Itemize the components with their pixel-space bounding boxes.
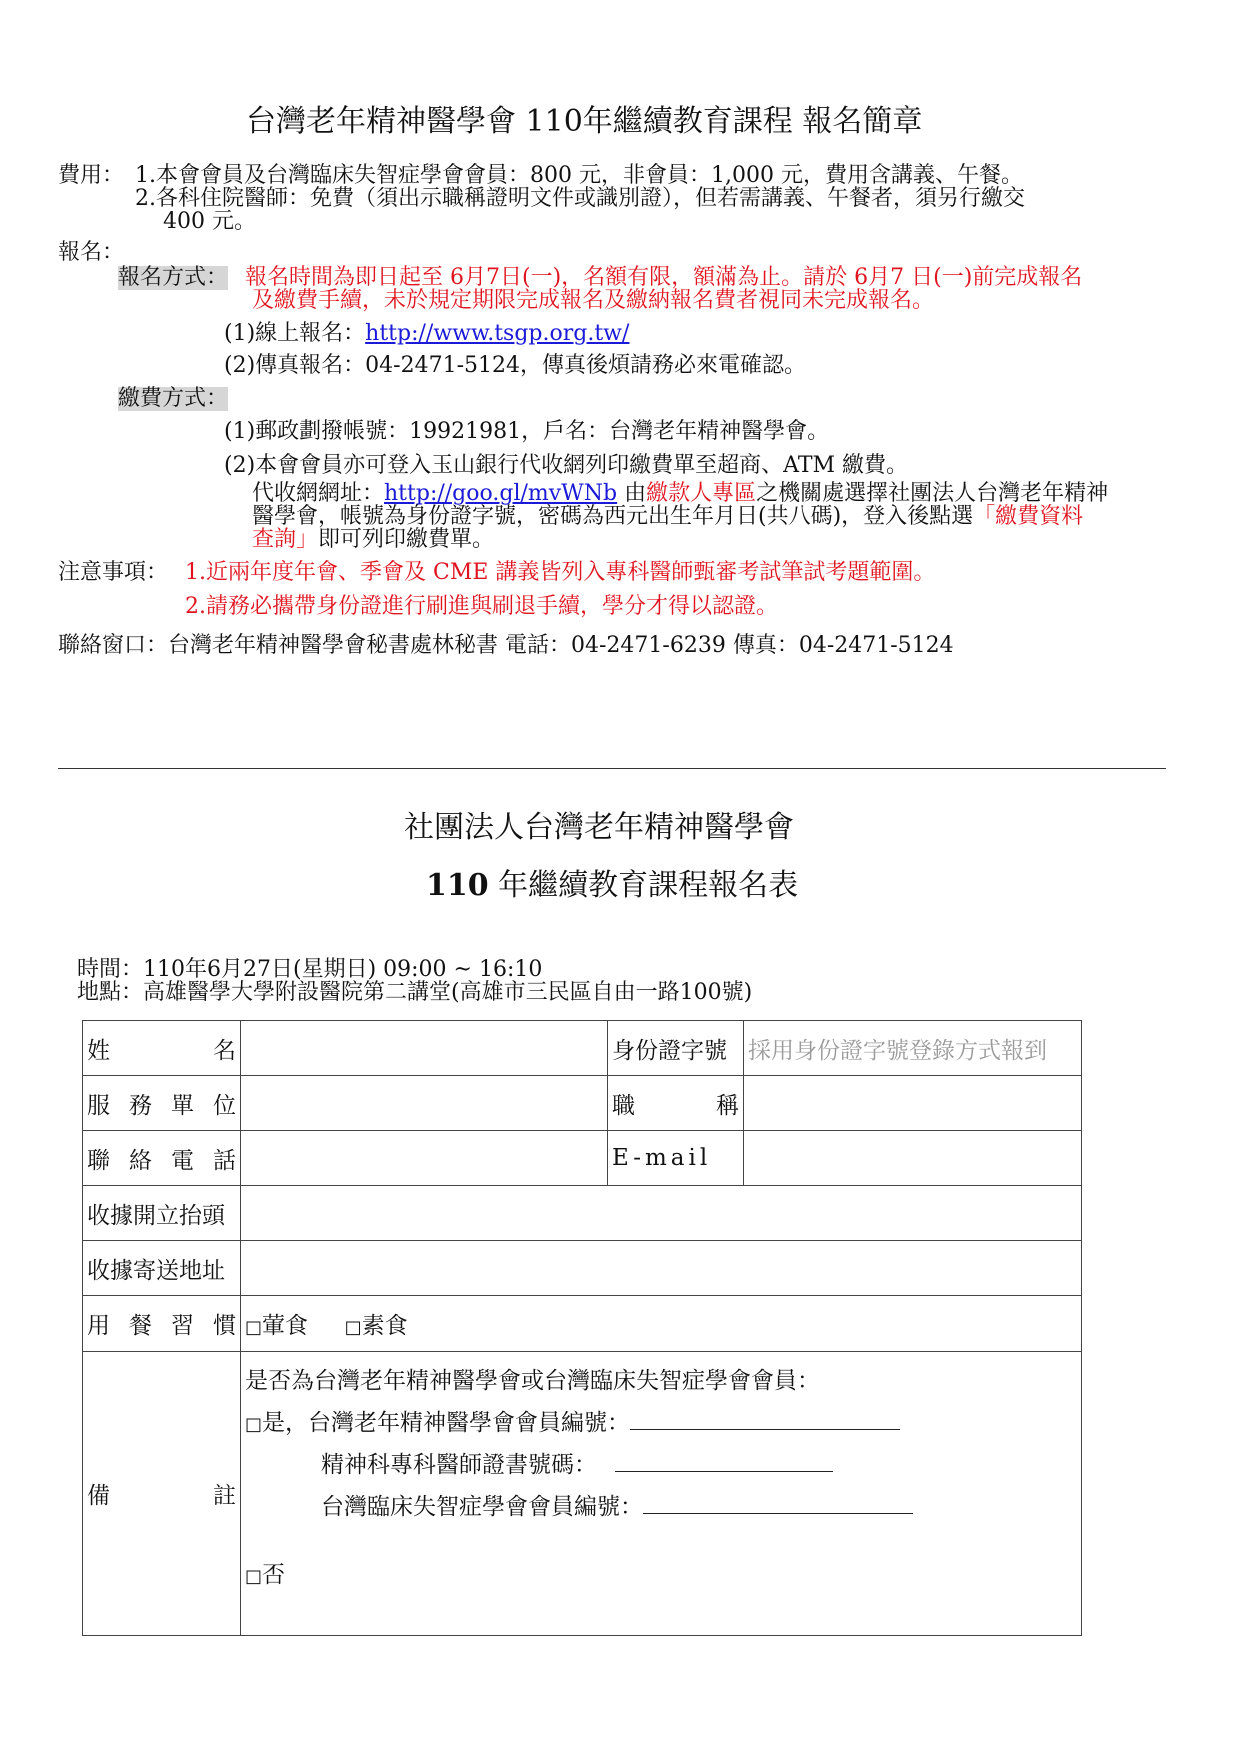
registration-label: 報名： (58, 240, 125, 265)
meal-label: 用 餐 習 慣 (83, 1296, 241, 1352)
bank-site-mid-1: 由 (617, 481, 647, 506)
vegetarian-option-label: 素食 (361, 1313, 408, 1339)
remarks-content (241, 1352, 1082, 1636)
registration-method-text-1: 報名時間為即日起至 6月7日(一)，名額有限，額滿為止。請於 6月7 日(一)前完成報名 (245, 265, 1083, 290)
member-no-checkbox[interactable]: □ (245, 1566, 263, 1587)
member-no-text: 否 (262, 1562, 286, 1588)
member-no-row (245, 1556, 1077, 1589)
cert-number-text: 精神科專科醫師證書號碼： (321, 1452, 597, 1478)
member-yes-row (245, 1404, 1077, 1446)
work-unit-label: 服 務 單 位 (83, 1076, 241, 1131)
page-title: 台灣老年精神醫學會 110年繼續教育課程 報名簡章 (246, 104, 923, 139)
fees-label: 費用： (58, 163, 125, 188)
cert-number-blank[interactable] (615, 1449, 833, 1472)
online-registration (224, 322, 629, 346)
bank-site-line (252, 482, 1108, 506)
fees-line-2: 2.各科住院醫師：免費（須出示職稱證明文件或識別證），但若需講義、午餐者，須另行繳交 (135, 186, 1025, 211)
payer-zone-text: 繳款人專區 (646, 481, 757, 506)
dementia-member-blank[interactable] (643, 1491, 913, 1514)
online-registration-label: (1)線上報名： (224, 321, 366, 346)
fax-registration: (2)傳真報名：04-2471-5124，傳真後煩請務必來電確認。 (224, 353, 807, 378)
online-registration-link[interactable]: http://www.tsgp.org.tw/ (365, 321, 630, 346)
form-row-remarks (83, 1352, 1082, 1636)
notes-item-1: 1.近兩年度年會、季會及 CME 講義皆列入專科醫師甄審考試筆試考題範圍。 (185, 560, 936, 585)
contact-info: 聯絡窗口：台灣老年精神醫學會秘書處林秘書 電話：04-2471-6239 傳真：04-2471-5124 (58, 633, 954, 658)
id-number-label: 身份證字號 (608, 1021, 744, 1076)
payment-method-label: 繳費方式： (118, 386, 229, 411)
id-number-placeholder: 採用身份證字號登錄方式報到 (748, 1037, 1047, 1064)
bank-site-label: 代收網網址： (252, 481, 385, 506)
work-unit-field[interactable] (241, 1076, 608, 1131)
registration-method-text-2: 及繳費手續，未於規定期限完成報名及繳納報名費者視同未完成報名。 (252, 288, 935, 313)
notes-label: 注意事項： (58, 560, 169, 585)
phone-field[interactable] (241, 1131, 608, 1186)
name-field[interactable] (241, 1021, 608, 1076)
receipt-address-field[interactable] (241, 1241, 1082, 1296)
member-yes-checkbox[interactable]: □ (245, 1414, 263, 1435)
form-row-unit (83, 1076, 1082, 1131)
bank-login-text: 醫學會，帳號為身份證字號，密碼為西元出生年月日(共八碼)，登入後點選 (252, 504, 974, 529)
bank-login-line (252, 505, 1083, 529)
meat-checkbox[interactable]: □ (245, 1317, 263, 1338)
bank-site-mid-2: 之機關處選擇社團法人台灣老年精神 (756, 481, 1109, 506)
dementia-member-text: 台灣臨床失智症學會會員編號： (321, 1494, 643, 1520)
bank-payment-line: (2)本會會員亦可登入玉山銀行代收網列印繳費單至超商、ATM 繳費。 (224, 453, 909, 478)
form-row-receipt-title (83, 1186, 1082, 1241)
receipt-title-label: 收據開立抬頭 (83, 1186, 241, 1241)
registration-method-label: 報名方式： (118, 265, 229, 290)
dementia-member-row (245, 1488, 1077, 1530)
bank-print-line (252, 528, 494, 552)
vegetarian-checkbox[interactable]: □ (344, 1317, 362, 1338)
payment-query-text-2: 查詢」 (252, 527, 319, 552)
event-place: 地點：高雄醫學大學附設醫院第二講堂(高雄市三民區自由一路100號) (77, 980, 753, 1005)
name-label: 姓 名 (83, 1021, 241, 1076)
receipt-title-field[interactable] (241, 1186, 1082, 1241)
form-row-phone (83, 1131, 1082, 1186)
job-title-label: 職 稱 (608, 1076, 744, 1131)
payment-query-text-1: 「繳費資料 (973, 504, 1084, 529)
bank-site-link[interactable]: http://goo.gl/mvWNb (384, 481, 618, 506)
meat-option-label: 葷食 (262, 1313, 309, 1339)
member-yes-text: 是，台灣老年精神醫學會會員編號： (262, 1410, 631, 1436)
postal-transfer: (1)郵政劃撥帳號：19921981，戶名：台灣老年精神醫學會。 (224, 419, 830, 444)
form-title-text: 年繼續教育課程報名表 (488, 868, 799, 903)
id-number-field[interactable] (744, 1021, 1082, 1076)
section-divider (58, 768, 1166, 769)
fees-line-3: 400 元。 (163, 209, 256, 234)
form-row-name (83, 1021, 1082, 1076)
meal-options (241, 1296, 1082, 1352)
remarks-label: 備 註 (83, 1352, 241, 1636)
form-title (426, 860, 798, 904)
notes-item-2: 2.請務必攜帶身份證進行刷進與刷退手續，學分才得以認證。 (185, 594, 778, 619)
form-org-title: 社團法人台灣老年精神醫學會 (404, 810, 794, 845)
cert-row (245, 1446, 1077, 1488)
event-time: 時間：110年6月27日(星期日) 09:00 ~ 16:10 (77, 957, 543, 982)
job-title-field[interactable] (744, 1076, 1082, 1131)
member-number-blank[interactable] (630, 1407, 900, 1430)
phone-label: 聯 絡 電 話 (83, 1131, 241, 1186)
email-field[interactable] (744, 1131, 1082, 1186)
fees-line-1: 1.本會會員及台灣臨床失智症學會會員：800 元，非會員：1,000 元，費用含講義、午餐。 (135, 163, 1023, 188)
member-question: 是否為台灣老年精神醫學會或台灣臨床失智症學會會員： (245, 1368, 820, 1394)
email-label: E-mail (608, 1131, 744, 1186)
registration-form-table (82, 1020, 1082, 1636)
form-row-meal (83, 1296, 1082, 1352)
form-title-number: 110 (426, 868, 489, 903)
form-row-receipt-address (83, 1241, 1082, 1296)
bank-print-text: 即可列印繳費單。 (318, 527, 495, 552)
receipt-address-label: 收據寄送地址 (83, 1241, 241, 1296)
